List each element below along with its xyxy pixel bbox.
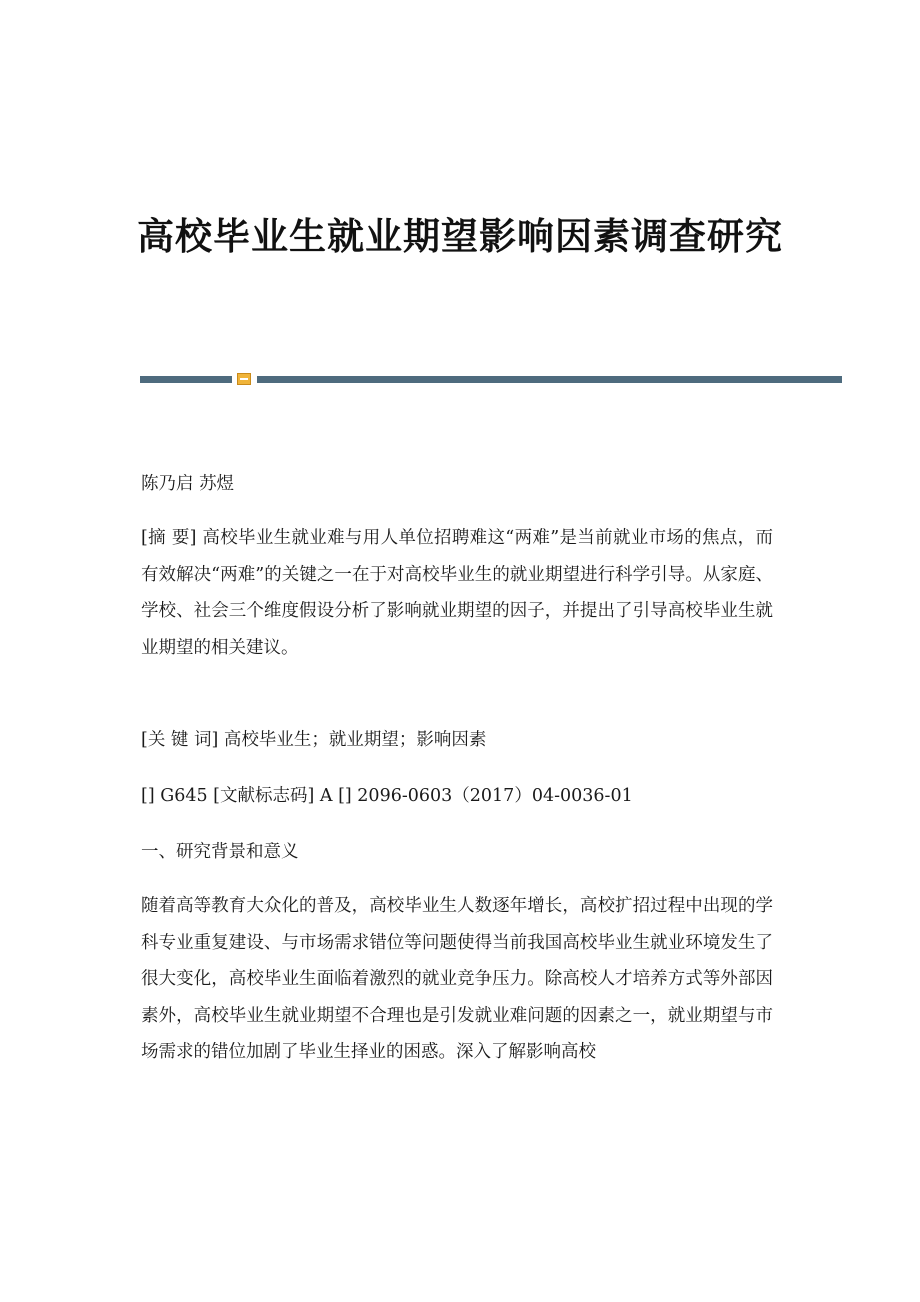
divider-bar-left (140, 376, 232, 383)
divider-ornament-icon (237, 373, 251, 385)
body-paragraph: 随着高等教育大众化的普及，高校毕业生人数逐年增长，高校扩招过程中出现的学科专业重复建设、与市场需求错位等问题使得当前我国高校毕业生就业环境发生了很大变化，高校毕业生面临着激烈的就业竞争压力。除高校人才培养方式等外部因素外，高校毕业生就业期望不合理也是引发就业难问题的因素之一，就业期望与市场需求的错位加剧了毕业生择业的困惑。深入了解影响高校 (141, 896, 773, 1062)
classification-line: [] G645 [文献标志码] A [] 2096-0603（2017）04-0036-01 (141, 786, 633, 806)
keywords-line: [关 键 词] 高校毕业生；就业期望；影响因素 (141, 730, 487, 750)
divider-bar-right (257, 376, 842, 383)
section-heading: 一、研究背景和意义 (141, 842, 299, 862)
abstract-paragraph: [摘 要] 高校毕业生就业难与用人单位招聘难这“两难”是当前就业市场的焦点，而有效解决“两难”的关键之一在于对高校毕业生的就业期望进行科学引导。从家庭、学校、社会三个维度假设分析了影响就业期望的因子，并提出了引导高校毕业生就业期望的相关建议。 (141, 528, 773, 658)
document-title: 高校毕业生就业期望影响因素调查研究 (137, 214, 783, 258)
title-divider (140, 373, 842, 385)
author-line: 陈乃启 苏煜 (141, 474, 235, 494)
